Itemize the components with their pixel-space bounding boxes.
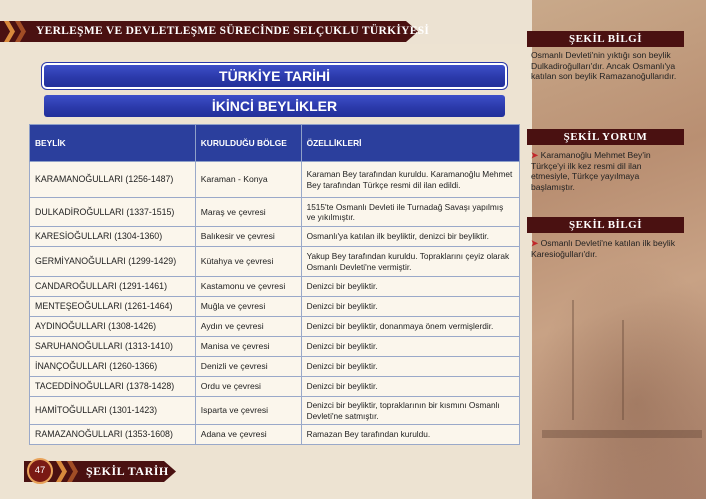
sekil-yorum-text: Karamanoğlu Mehmet Bey'in Türkçe'yi ilk kez resmi dil ilan etmesiyle, Türkçe yayılmaya başlamıştır. [531,150,651,192]
beylik-name-cell: HAMİTOĞULLARI (1301-1423) [30,397,196,425]
table-row [30,317,520,337]
header-chevron-icon [4,21,26,42]
features-cell: Denizci bir beyliktir, topraklarının bir kısmını Osmanlı Devleti'ne satmıştır. [301,397,519,425]
table-row [30,357,520,377]
table-row [30,277,520,297]
beylik-name-cell: SARUHANOĞULLARI (1313-1410) [30,337,196,357]
ship-illustration [532,260,706,499]
table-row [30,227,520,247]
ship-mast [622,320,624,420]
region-cell: Karaman - Konya [195,162,301,198]
book-title-banner: TÜRKİYE TARİHİ [44,65,505,87]
table-row [30,425,520,445]
region-cell: Denizli ve çevresi [195,357,301,377]
features-cell: Denizci bir beyliktir. [301,337,519,357]
beylik-name-cell: KARAMANOĞULLARI (1256-1487) [30,162,196,198]
footer-chevron-icon [56,461,78,482]
beylik-name-cell: GERMİYANOĞULLARI (1299-1429) [30,247,196,277]
features-cell: Ramazan Bey tarafından kuruldu. [301,425,519,445]
region-cell: Maraş ve çevresi [195,198,301,227]
column-header: BEYLİK [30,125,196,162]
features-cell: Karaman Bey tarafından kuruldu. Karamanoğlu Mehmet Bey tarafından Türkçe resmi dil ilan edildi. [301,162,519,198]
sekil-bilgi-text: Osmanlı Devleti'nin yıktığı son beylik Dulkadiroğulları'dır. Ancak Osmanlı'ya katılan son beylik Ramazanoğullarıdır. [531,50,677,82]
region-cell: Manisa ve çevresi [195,337,301,357]
sekil-bilgi-heading-2: ŞEKİL BİLGİ [527,217,684,233]
column-header: ÖZELLİKLERİ [301,125,519,162]
beylik-name-cell: RAMAZANOĞULLARI (1353-1608) [30,425,196,445]
features-cell: Yakup Bey tarafından kuruldu. Topraklarını çeyiz olarak Osmanlı Devleti'ne vermiştir. [301,247,519,277]
bullet-arrow-icon: ➤ [531,238,539,248]
features-cell: Osmanlı'ya katılan ilk beyliktir, denizci bir beyliktir. [301,227,519,247]
region-cell: Kastamonu ve çevresi [195,277,301,297]
features-cell: Denizci bir beyliktir, donanmaya önem vermişlerdir. [301,317,519,337]
beylik-name-cell: CANDAROĞULLARI (1291-1461) [30,277,196,297]
section-title-banner: İKİNCİ BEYLİKLER [44,95,505,117]
region-cell: Muğla ve çevresi [195,297,301,317]
region-cell: Balıkesir ve çevresi [195,227,301,247]
sekil-bilgi-note-2 [531,238,681,259]
beylik-name-cell: DULKADİROĞULLARI (1337-1515) [30,198,196,227]
region-cell: Kütahya ve çevresi [195,247,301,277]
beylik-name-cell: TACEDDİNOĞULLARI (1378-1428) [30,377,196,397]
ship-mast [572,300,574,420]
table-row [30,337,520,357]
table-row [30,377,520,397]
sekil-bilgi-heading: ŞEKİL BİLGİ [527,31,684,47]
table-row [30,162,520,198]
beylik-name-cell: MENTEŞEOĞULLARI (1261-1464) [30,297,196,317]
sekil-yorum-heading: ŞEKİL YORUM [527,129,684,145]
table-row [30,297,520,317]
beylik-name-cell: AYDINOĞULLARI (1308-1426) [30,317,196,337]
features-cell: Denizci bir beyliktir. [301,377,519,397]
beylik-name-cell: İNANÇOĞULLARI (1260-1366) [30,357,196,377]
footer-title: ŞEKİL TARİH [86,464,169,478]
table-row [30,198,520,227]
features-cell: 1515'te Osmanlı Devleti ile Turnadağ Savaşı yapılmış ve yıkılmıştır. [301,198,519,227]
region-cell: Aydın ve çevresi [195,317,301,337]
column-header: KURULDUĞU BÖLGE [195,125,301,162]
features-cell: Denizci bir beyliktir. [301,297,519,317]
beylik-table [29,124,520,445]
table-row [30,247,520,277]
table-row [30,397,520,425]
beylik-name-cell: KARESİOĞULLARI (1304-1360) [30,227,196,247]
ship-hull [542,430,702,438]
bullet-arrow-icon: ➤ [531,150,539,160]
features-cell: Denizci bir beyliktir. [301,277,519,297]
sekil-yorum-note [531,150,681,192]
chapter-title: YERLEŞME VE DEVLETLEŞME SÜRECİNDE SELÇUKLU TÜRKİYESİ [36,25,430,37]
table-header-row [30,125,520,162]
sekil-bilgi-text-2: Osmanlı Devleti'ne katılan ilk beylik Karesioğulları'dır. [531,238,676,259]
region-cell: Isparta ve çevresi [195,397,301,425]
region-cell: Adana ve çevresi [195,425,301,445]
page-number: 47 [27,458,53,484]
features-cell: Denizci bir beyliktir. [301,357,519,377]
region-cell: Ordu ve çevresi [195,377,301,397]
